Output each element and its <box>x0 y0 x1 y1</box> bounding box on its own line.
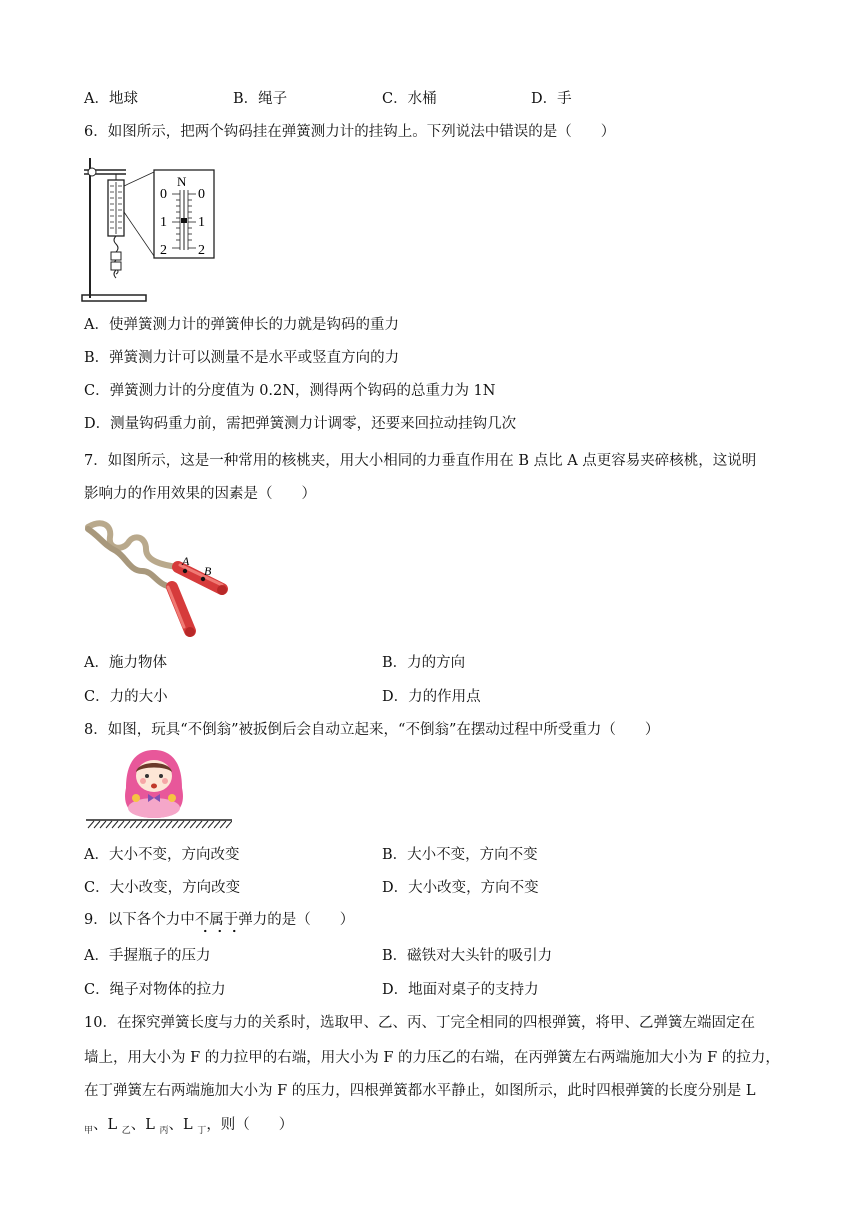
q7-option-a: A．施力物体 <box>84 655 167 671</box>
q6-option-b: B．弹簧测力计可以测量不是水平或竖直方向的力 <box>84 350 400 366</box>
q7-option-d: D．力的作用点 <box>382 689 481 705</box>
q6-stem: 6．如图所示，把两个钩码挂在弹簧测力计的挂钩上。下列说法中错误的是（ ） <box>84 124 616 140</box>
q7-option-b: B．力的方向 <box>382 655 466 671</box>
q10-sub-jia: 甲 <box>84 1125 94 1136</box>
q9-stem-post: 弹力的是（ ） <box>238 912 355 928</box>
q8-option-a: A．大小不变，方向改变 <box>84 847 240 863</box>
q10-line4-end: ，则（ ） <box>206 1117 294 1133</box>
q10-sub-yi: 乙 <box>121 1125 131 1136</box>
tumbler-toy-figure <box>82 748 232 830</box>
q5-option-b: B．绳子 <box>233 91 288 107</box>
q10-l-yi: 、L <box>93 1117 122 1133</box>
q8-option-b: B．大小不变，方向不变 <box>382 847 538 863</box>
q8-stem: 8．如图，玩具“不倒翁”被扳倒后会自动立起来，“不倒翁”在摆动过程中所受重力（ ） <box>84 722 660 738</box>
q9-option-d: D．地面对桌子的支持力 <box>382 982 539 998</box>
q10-sub-ding: 丁 <box>197 1125 207 1136</box>
q7-option-c: C．力的大小 <box>84 689 168 705</box>
scale-unit-label: N <box>177 174 187 189</box>
q9-stem-pre: 9．以下各个力中 <box>84 912 195 928</box>
q7-stem-line1: 7．如图所示，这是一种常用的核桃夹，用大小相同的力垂直作用在 B 点比 A 点更容易夹碎核桃，这说明 <box>84 453 757 469</box>
q9-option-b: B．磁铁对大头针的吸引力 <box>382 948 553 964</box>
scale-left-tick-1: 1 <box>160 215 167 230</box>
q10-line1: 10．在探究弹簧长度与力的关系时，选取甲、乙、丙、丁完全相同的四根弹簧，将甲、乙弹簧左端固定在 <box>84 1015 755 1031</box>
q10-l-ding: 、L <box>168 1117 198 1133</box>
scale-right-tick-2: 2 <box>198 243 205 258</box>
q6-option-c: C．弹簧测力计的分度值为 0.2N，测得两个钩码的总重力为 1N <box>84 383 496 399</box>
spring-scale-figure <box>80 150 220 306</box>
point-a-label: A <box>182 554 190 568</box>
q5-option-d: D．手 <box>531 91 572 107</box>
q10-line3: 在丁弹簧左右两端施加大小为 F 的压力，四根弹簧都水平静止，如图所示，此时四根弹簧的长度分别是 L <box>84 1083 756 1099</box>
q5-option-c: C．水桶 <box>382 91 437 107</box>
q6-option-d: D．测量钩码重力前，需把弹簧测力计调零，还要来回拉动挂钩几次 <box>84 416 517 432</box>
scale-right-tick-1: 1 <box>198 215 205 230</box>
q9-stem-emphasis: 不属于 <box>195 912 239 933</box>
q7-stem-line2: 影响力的作用效果的因素是（ ） <box>84 486 316 502</box>
point-b-label: B <box>204 564 212 578</box>
scale-left-tick-0: 0 <box>160 187 167 202</box>
scale-left-tick-2: 2 <box>160 243 167 258</box>
nutcracker-figure <box>82 515 232 637</box>
q9-option-a: A．手握瓶子的压力 <box>84 948 211 964</box>
q10-line2: 墙上，用大小为 F 的力拉甲的右端，用大小为 F 的力压乙的右端，在丙弹簧左右两端施加大小为 F 的拉力， <box>84 1050 780 1066</box>
q10-l-bing: 、L <box>130 1117 160 1133</box>
q8-option-c: C．大小改变，方向改变 <box>84 880 241 896</box>
q6-option-a: A．使弹簧测力计的弹簧伸长的力就是钩码的重力 <box>84 317 399 333</box>
q10-sub-bing: 丙 <box>159 1125 169 1136</box>
q8-option-d: D．大小改变，方向不变 <box>382 880 539 896</box>
scale-right-tick-0: 0 <box>198 187 205 202</box>
q10-line4 <box>84 1116 293 1140</box>
q5-option-a: A．地球 <box>84 91 138 107</box>
q9-stem <box>84 911 354 929</box>
q9-option-c: C．绳子对物体的拉力 <box>84 982 226 998</box>
